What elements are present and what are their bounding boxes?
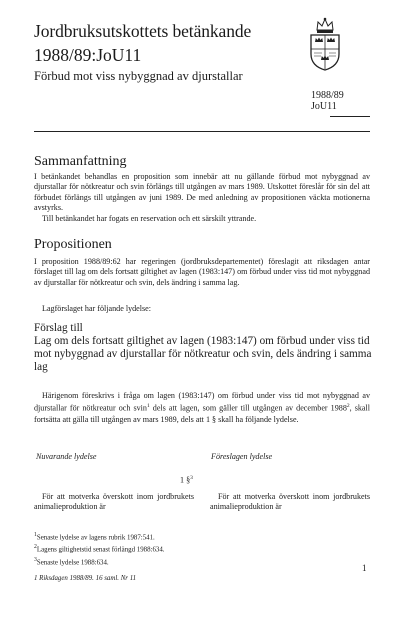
footnote-1-text: Senaste lydelse av lagens rubrik 1987:541. (36, 534, 155, 542)
report-subtitle: Förbud mot viss nybyggnad av djurstallar (34, 69, 243, 83)
footnote-ref-1: 1 (146, 403, 150, 410)
section-number-text: 1 § (180, 475, 191, 485)
footnote-3-number: 3 (34, 557, 37, 563)
footnote-2-text: Lagens giltighetstid senast förlängd 1988:634. (36, 546, 165, 554)
proposition-intro: Lagförslaget har följande lydelse: (42, 304, 151, 313)
current-wording-text: För att motverka överskott inom jordbrukets animalieproduktion är (34, 492, 194, 512)
footnote-3-text: Senaste lydelse 1988:634. (36, 559, 109, 567)
proposal-body-line2a: dels att lagen, som gäller till utgången av december 1988 (152, 404, 347, 414)
side-year: 1988/89 (311, 90, 344, 101)
footnote-1 (34, 531, 155, 542)
current-wording-header: Nuvarande lydelse (36, 452, 97, 461)
proposed-wording-text: För att motverka överskott inom jordbrukets animalieproduktion är (210, 492, 370, 512)
proposed-wording-header: Föreslagen lydelse (211, 452, 273, 461)
summary-note: Till betänkandet har fogats en reservation och ett särskilt yttrande. (42, 214, 257, 223)
footnote-ref-3: 3 (190, 475, 193, 481)
proposition-paragraph: I proposition 1988/89:62 har regeringen (jordbruksdepartementet) föreslagit att riksdagen antar förslaget till lag om dels fortsatt giltighet av lagen (1983:147) om förbud under viss tid mot nybyggnad av djurstallar för nötkreatur och svin, dels ändring i samma lag. (34, 257, 370, 287)
footnote-ref-2: 2 (346, 403, 350, 410)
page-number: 1 (362, 563, 367, 573)
header-divider (34, 131, 370, 132)
report-title: Jordbruksutskottets betänkande (34, 21, 252, 41)
summary-paragraph: I betänkandet behandlas en proposition som innebär att nu gällande förbud mot nybyggnad av djurstallar för nötkreatur och svin förlängs till utgången av mars 1989. Utskottet föreslår för sin del att förbudet förlängs till utgången av juni 1989. De med anledning av propositionen väckta motionerna avstyrks. (34, 172, 370, 213)
footnote-2 (34, 543, 165, 554)
print-footer: 1 Riksdagen 1988/89. 16 saml. Nr 11 (34, 575, 137, 582)
proposal-label: Förslag till (34, 322, 83, 334)
proposal-title: Lag om dels fortsatt giltighet av lagen (1983:147) om förbud under viss tid mot nybyggnad av djurstallar för nötkreatur och svin, dels ändring i samma lag (34, 335, 372, 373)
section-heading-sammanfattning: Sammanfattning (34, 154, 127, 169)
crest-icon (305, 16, 345, 72)
footnote-1-number: 1 (34, 532, 37, 538)
section-heading-propositionen: Propositionen (34, 237, 112, 252)
section-number (180, 473, 193, 486)
side-divider (330, 116, 370, 117)
footnote-2-number: 2 (34, 544, 37, 550)
footnote-3 (34, 556, 109, 567)
proposal-body-line3: dels att 1 § skall ha följande lydelse. (180, 414, 299, 424)
proposal-body-line2b: , skall fortsätta att gälla till utgången av mars 1989, (34, 404, 370, 424)
proposal-body-line1: Härigenom föreskrivs i fråga om lagen (1983:147) om förbud under viss tid mot nybyggnad av djurstallar för nötkreatur och svin (34, 391, 370, 414)
side-code: JoU11 (311, 101, 337, 112)
proposal-body (34, 391, 370, 425)
report-number: 1988/89:JoU11 (34, 45, 142, 65)
